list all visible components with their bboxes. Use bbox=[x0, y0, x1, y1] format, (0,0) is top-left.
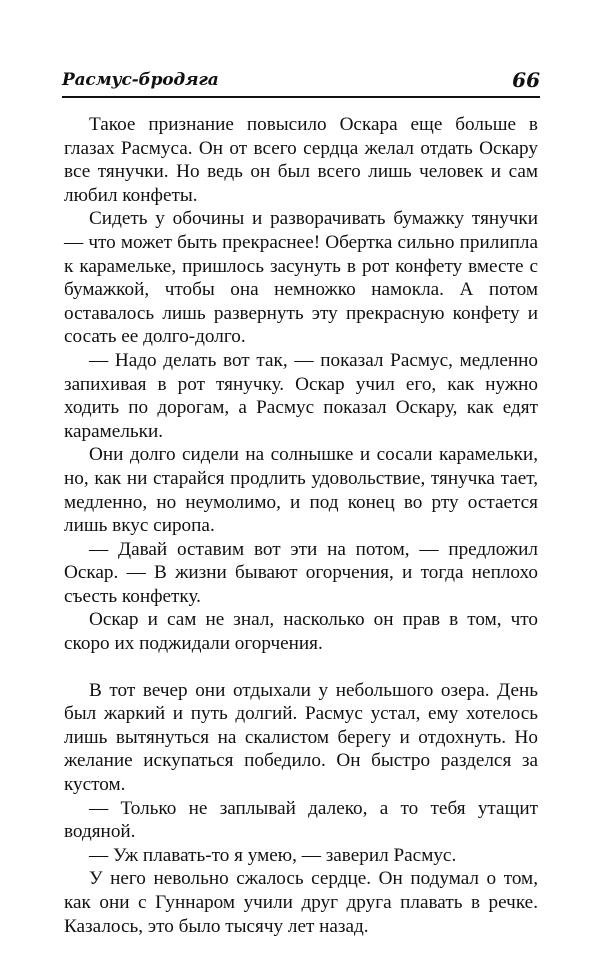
paragraph: — Надо делать вот так, — показал Расмус, медленно запихивая в рот тянучку. Оскар учил его, как нужно ходить по дорогам, а Расмус показал Оскару, как едят карамельки. bbox=[64, 349, 538, 442]
paragraph: Оскар и сам не знал, насколько он прав в том, что скоро их поджидали огорчения. bbox=[64, 609, 538, 655]
paragraph: — Только не заплывай далеко, а то тебя утащит водяной. bbox=[64, 797, 538, 843]
body-text bbox=[64, 113, 538, 938]
paragraph: Такое признание повысило Оскара еще больше в глазах Расмуса. Он от всего сердца желал отдать Оскару все тянучки. Но ведь он был всего лишь человек и сам любил конфеты. bbox=[64, 114, 538, 206]
running-head bbox=[62, 70, 540, 96]
section-break bbox=[64, 656, 538, 679]
running-title: Расмус-бродяга bbox=[62, 70, 219, 90]
page-number: 66 bbox=[512, 68, 540, 92]
paragraph: — Давай оставим вот эти на потом, — предложил Оскар. — В жизни бывают огорчения, и тогда неплохо съесть конфетку. bbox=[64, 538, 538, 607]
paragraph: У него невольно сжалось сердце. Он подумал о том, как они с Гуннаром учили друг друга плавать в речке. Казалось, это было тысячу лет назад. bbox=[64, 868, 538, 937]
paragraph: — Уж плавать-то я умею, — заверил Расмус. bbox=[89, 844, 457, 866]
paragraph: Они долго сидели на солнышке и сосали карамельки, но, как ни старайся продлить удовольствие, тянучка тает, медленно, но неумолимо, и под конец во рту остается лишь вкус сиропа. bbox=[64, 444, 538, 537]
paragraph: Сидеть у обочины и разворачивать бумажку тянучки — что может быть прекраснее! Обертка сильно прилипла к карамельке, пришлось засунуть в рот конфету вместе с бумажкой, чтобы она немножко намокла. А потом оставалось лишь развернуть эту прекрасную конфету и сосать ее долго-долго. bbox=[64, 208, 538, 348]
paragraph: В тот вечер они отдыхали у небольшого озера. День был жаркий и путь долгий. Расмус устал, ему хотелось лишь вытянуться на скалистом берегу и отдохнуть. Но желание искупаться победило. Он быстро разделся за кустом. bbox=[64, 679, 538, 796]
header-rule bbox=[62, 96, 540, 98]
